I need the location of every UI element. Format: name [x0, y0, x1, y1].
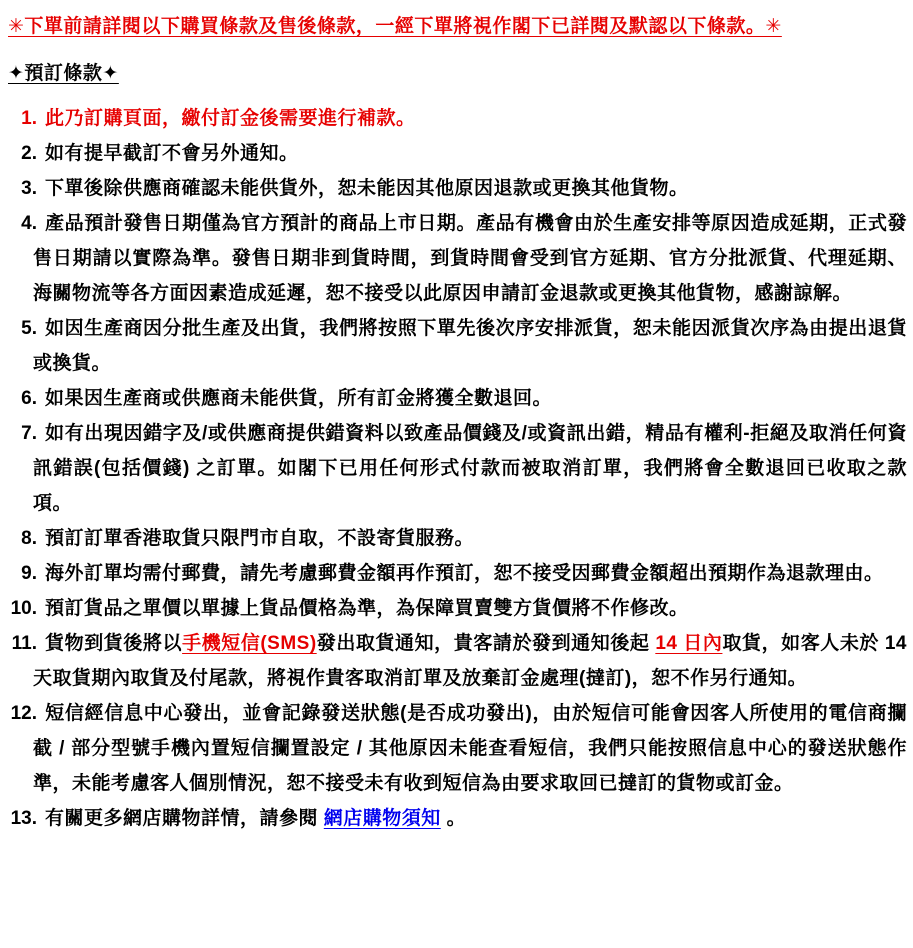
term-number: 3.: [21, 178, 37, 199]
term-text: 有關更多網店購物詳情，請參閱: [45, 808, 324, 829]
term-emphasis: 14 日內: [655, 633, 723, 654]
term-text: 海外訂單均需付郵費，請先考慮郵費金額再作預訂，恕不接受因郵費金額超出預期作為退款理由。: [45, 563, 884, 584]
term-text: 短信經信息中心發出，並會記錄發送狀態(是否成功發出)，由於短信可能會因客人所使用的電信商攔截 / 部分型號手機內置短信攔置設定 / 其他原因未能查看短信，我們只能按照信息中心的發送狀態作準，未能考慮客人個別情況，恕不接受未有收到短信為由要求取回已撻訂的貨物或訂金。: [33, 703, 907, 794]
term-number: 4.: [21, 213, 37, 234]
term-text: 如有出現因錯字及/或供應商提供錯資料以致產品價錢及/或資訊出錯，精品有權利-拒絕及取消任何資訊錯誤(包括價錢) 之訂單。如閣下已用任何形式付款而被取消訂單，我們將會全數退回已收取之款項。: [33, 423, 907, 514]
term-number: 7.: [21, 423, 37, 444]
term-item-10: [8, 591, 907, 626]
term-text: 下單後除供應商確認未能供貨外，恕未能因其他原因退款或更換其他貨物。: [45, 178, 689, 199]
purchase-notice-header: ✳下單前請詳閱以下購買條款及售後條款，一經下單將視作閣下已詳閱及默認以下條款。✳: [8, 16, 782, 37]
term-item-12: [8, 696, 907, 801]
term-text: 貨物到貨後將以: [45, 633, 183, 654]
term-text: 如有提早截訂不會另外通知。: [45, 143, 299, 164]
term-text: 發出取貨通知，貴客請於發到通知後起: [316, 633, 656, 654]
term-item-11: [8, 626, 907, 696]
term-text: 如因生產商因分批生產及出貨，我們將按照下單先後次序安排派貨，恕未能因派貨次序為由提出退貨或換貨。: [33, 318, 907, 374]
term-text: 預訂貨品之單價以單據上貨品價格為準，為保障買賣雙方貨價將不作修改。: [45, 598, 689, 619]
term-number: 8.: [21, 528, 37, 549]
term-number: 11.: [11, 633, 37, 654]
term-item-1: [8, 101, 907, 136]
term-item-2: [8, 136, 907, 171]
term-number: 13.: [10, 808, 37, 829]
term-text: 預訂訂單香港取貨只限門市自取，不設寄貨服務。: [45, 528, 475, 549]
terms-list: [8, 101, 907, 836]
term-text: 。: [440, 808, 467, 829]
term-item-7: [8, 416, 907, 521]
shop-guide-link[interactable]: 網店購物須知: [323, 808, 441, 829]
term-text: 取貨，如客人未於 14 天取貨期內取貨及付尾款，將視作貴客取消訂單及放棄訂金處理(撻訂)，恕不作另行通知。: [33, 633, 907, 689]
preorder-terms-title: ✦預訂條款✦: [8, 63, 119, 84]
term-emphasis: 手機短信(SMS): [182, 633, 317, 654]
term-number: 1.: [21, 108, 37, 129]
term-text: 此乃訂購頁面，繳付訂金後需要進行補款。: [45, 108, 416, 129]
term-number: 10.: [10, 598, 37, 619]
term-number: 12.: [10, 703, 37, 724]
term-text: 產品預計發售日期僅為官方預計的商品上市日期。產品有機會由於生產安排等原因造成延期，正式發售日期請以實際為準。發售日期非到貨時間，到貨時間會受到官方延期、官方分批派貨、代理延期、海關物流等各方面因素造成延遲，恕不接受以此原因申請訂金退款或更換其他貨物，感謝諒解。: [33, 213, 907, 304]
term-number: 9.: [21, 563, 37, 584]
term-item-6: [8, 381, 907, 416]
term-item-4: [8, 206, 907, 311]
term-item-3: [8, 171, 907, 206]
term-number: 5.: [21, 318, 37, 339]
term-item-9: [8, 556, 907, 591]
term-item-8: [8, 521, 907, 556]
term-number: 2.: [21, 143, 37, 164]
term-text: 如果因生產商或供應商未能供貨，所有訂金將獲全數退回。: [45, 388, 553, 409]
term-item-13: [8, 801, 907, 836]
term-item-5: [8, 311, 907, 381]
term-number: 6.: [21, 388, 37, 409]
